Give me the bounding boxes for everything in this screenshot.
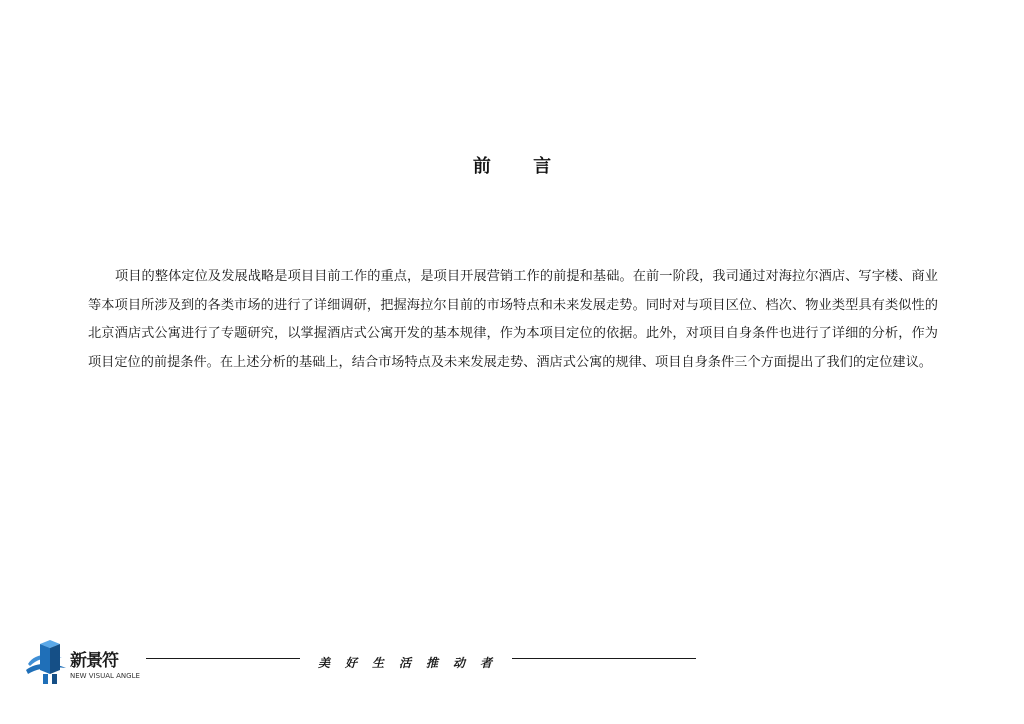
- page-title: 前 言: [472, 156, 570, 177]
- page-footer: [0, 628, 1024, 688]
- logo-chinese-text: 新景符: [70, 651, 118, 671]
- footer-rule-right: [512, 658, 696, 659]
- footer-rule-left: [146, 658, 300, 659]
- logo-english-text: NEW VISUAL ANGLE: [70, 672, 140, 680]
- footer-slogan: 美好生活推动者: [318, 656, 508, 670]
- logo-mark-icon: [26, 634, 68, 686]
- company-logo: [26, 634, 146, 686]
- preface-paragraph: 项目的整体定位及发展战略是项目目前工作的重点，是项目开展营销工作的前提和基础。在前一阶段，我司通过对海拉尔酒店、写字楼、商业等本项目所涉及到的各类市场的进行了详细调研，把握海拉尔目前的市场特点和未来发展走势。同时对与项目区位、档次、物业类型具有类似性的北京酒店式公寓进行了专题研究，以掌握酒店式公寓开发的基本规律，作为本项目定位的依据。此外，对项目自身条件也进行了详细的分析，作为项目定位的前提条件。在上述分析的基础上，结合市场特点及未来发展走势、酒店式公寓的规律、项目自身条件三个方面提出了我们的定位建议。: [88, 269, 938, 370]
